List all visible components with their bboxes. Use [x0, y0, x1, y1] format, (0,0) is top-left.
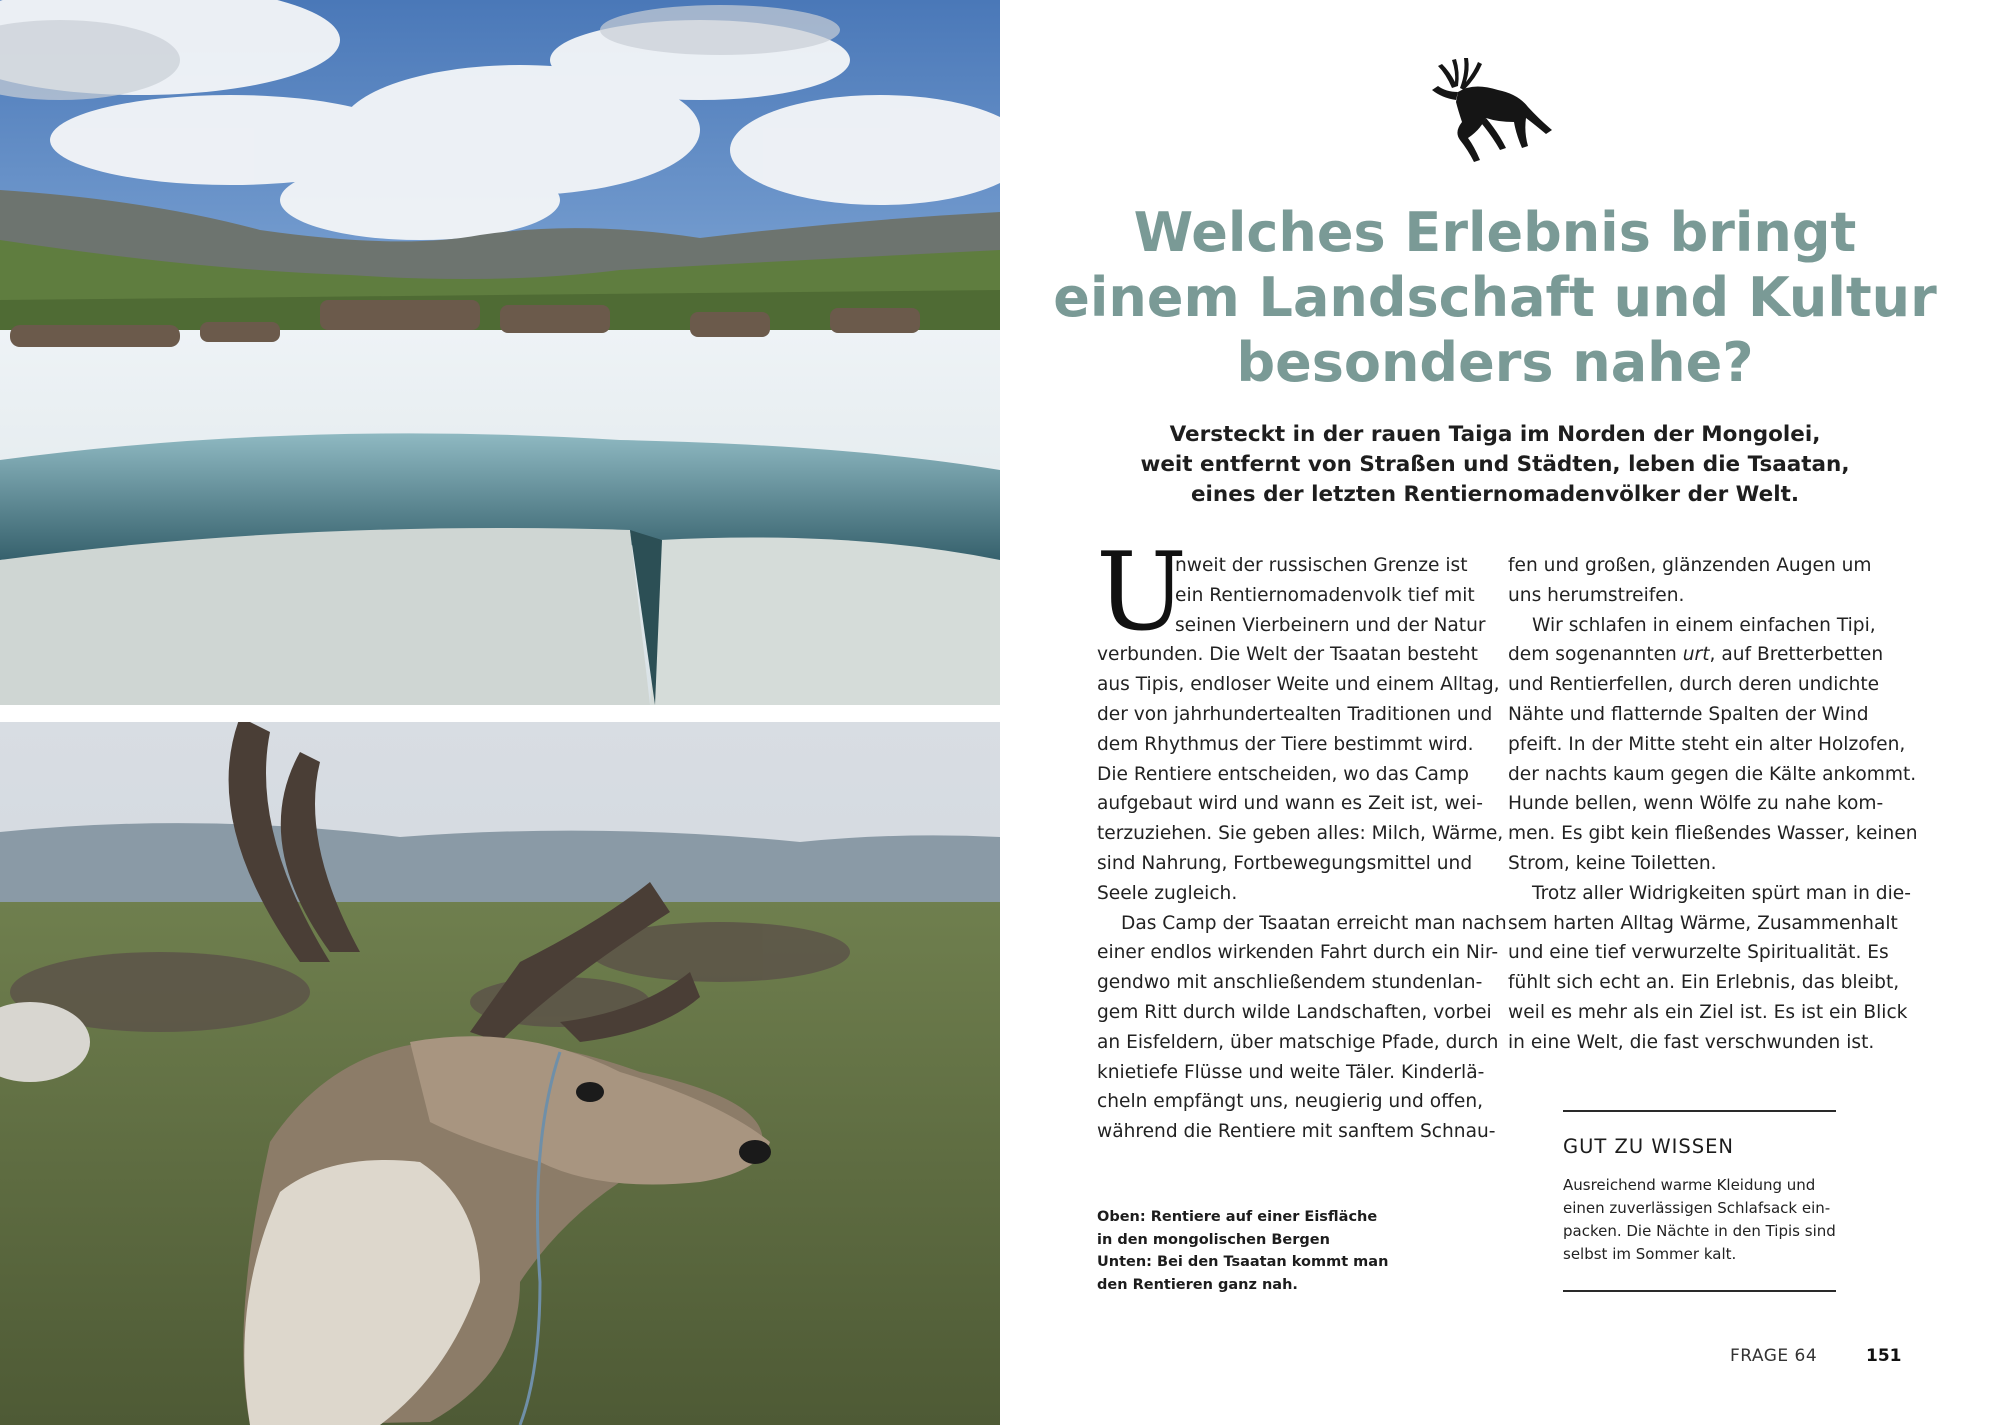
info-box-text [1563, 1174, 1853, 1266]
body-italic-term: urt [1682, 644, 1710, 666]
body-column-right [1508, 551, 1918, 1058]
intro-line: eines der letzten Rentiernomadenvölker der Welt. [1190, 482, 1800, 507]
body-line: aufgebaut wird und wann es Zeit ist, wei- [1097, 793, 1483, 815]
info-line: Ausreichend warme Kleidung und [1563, 1176, 1816, 1194]
body-line: uns herumstreifen. [1508, 584, 1685, 606]
body-line: während die Rentiere mit sanftem Schnau- [1097, 1121, 1496, 1143]
caption-line: Unten: Bei den Tsaatan kommt man [1097, 1254, 1389, 1270]
body-line: und eine tief verwurzelte Spiritualität. Es [1508, 942, 1889, 964]
body-line: gem Ritt durch wilde Landschaften, vorbei [1097, 1001, 1492, 1023]
body-line: knietiefe Flüsse und weite Täler. Kinderlä- [1097, 1061, 1485, 1083]
headline-line: besonders nahe? [1236, 331, 1754, 394]
info-box-heading: GUT ZU WISSEN [1563, 1135, 1735, 1158]
info-box-bottom-rule [1563, 1290, 1836, 1292]
body-line: fühlt sich echt an. Ein Erlebnis, das bleibt, [1508, 972, 1900, 994]
body-line [1508, 640, 1898, 670]
body-line: Trotz aller Widrigkeiten spürt man in die- [1532, 882, 1911, 904]
section-label: FRAGE 64 [1730, 1346, 1818, 1366]
body-line: men. Es gibt kein fließendes Wasser, keinen [1508, 823, 1918, 845]
body-line: fen und großen, glänzenden Augen um [1508, 555, 1872, 576]
page-number: 151 [1866, 1346, 1902, 1366]
caption-line: Oben: Rentiere auf einer Eisfläche [1097, 1209, 1378, 1225]
body-line: der von jahrhundertealten Traditionen und [1097, 703, 1493, 725]
body-line: Seele zugleich. [1097, 882, 1238, 904]
body-line: und Rentierfellen, durch deren undichte [1508, 674, 1880, 696]
running-deer-icon [1428, 52, 1553, 164]
info-line: selbst im Sommer kalt. [1563, 1245, 1737, 1263]
photo-divider [0, 705, 1000, 722]
body-line: nweit der russischen Grenze ist [1175, 555, 1468, 576]
photo-reindeer-closeup [0, 722, 1000, 1425]
body-line: der nachts kaum gegen die Kälte ankommt. [1508, 763, 1917, 785]
body-line: an Eisfeldern, über matschige Pfade, durch [1097, 1031, 1499, 1053]
photo-caption [1097, 1206, 1389, 1296]
body-line: sind Nahrung, Fortbewegungsmittel und [1097, 852, 1473, 874]
body-line: dem Rhythmus der Tiere bestimmt wird. [1097, 733, 1474, 755]
body-line: cheln empfängt uns, neugierig und offen, [1097, 1091, 1484, 1113]
intro-line: weit entfernt von Straßen und Städten, leben die Tsaatan, [1140, 452, 1850, 477]
body-line: Das Camp der Tsaatan erreicht man nach [1121, 912, 1507, 934]
headline [1050, 200, 1940, 395]
info-line: packen. Die Nächte in den Tipis sind [1563, 1222, 1836, 1240]
body-line: verbunden. Die Welt der Tsaatan besteht [1097, 644, 1478, 666]
intro-paragraph [1100, 420, 1890, 510]
body-line: Strom, keine Toiletten. [1508, 852, 1717, 874]
body-line: einer endlos wirkenden Fahrt durch ein Nir- [1097, 942, 1499, 964]
body-line: Nähte und flatternde Spalten der Wind [1508, 703, 1869, 725]
body-column-left [1097, 551, 1507, 1147]
body-line: seinen Vierbeinern und der Natur [1175, 614, 1486, 636]
body-text: dem sogenannten [1508, 644, 1677, 666]
intro-line: Versteckt in der rauen Taiga im Norden der Mongolei, [1169, 422, 1821, 447]
info-line: einen zuverlässigen Schlafsack ein- [1563, 1199, 1831, 1217]
photo-reindeer-ice-field [0, 0, 1000, 705]
caption-line: in den mongolischen Bergen [1097, 1231, 1330, 1248]
drop-cap: U [1096, 530, 1188, 655]
info-box-top-rule [1563, 1110, 1836, 1112]
body-line: ein Rentiernomadenvolk tief mit [1175, 584, 1475, 606]
body-line: in eine Welt, die fast verschwunden ist. [1508, 1031, 1875, 1053]
headline-line: einem Landschaft und Kultur [1053, 266, 1937, 329]
body-line: Die Rentiere entscheiden, wo das Camp [1097, 763, 1469, 785]
body-line: gendwo mit anschließendem stundenlan- [1097, 972, 1483, 994]
body-line: terzuziehen. Sie geben alles: Milch, Wärme, [1097, 823, 1504, 845]
headline-line: Welches Erlebnis bringt [1133, 201, 1857, 264]
body-text: , auf Bretterbetten [1709, 644, 1884, 666]
caption-line: den Rentieren ganz nah. [1097, 1276, 1298, 1293]
body-line: pfeift. In der Mitte steht ein alter Holzofen, [1508, 733, 1906, 755]
body-line: Wir schlafen in einem einfachen Tipi, [1532, 614, 1876, 636]
body-line: Hunde bellen, wenn Wölfe zu nahe kom- [1508, 793, 1884, 815]
body-line: sem harten Alltag Wärme, Zusammenhalt [1508, 912, 1898, 934]
body-line: weil es mehr als ein Ziel ist. Es ist ein Blick [1508, 1001, 1908, 1023]
body-line: aus Tipis, endloser Weite und einem Alltag, [1097, 674, 1500, 696]
